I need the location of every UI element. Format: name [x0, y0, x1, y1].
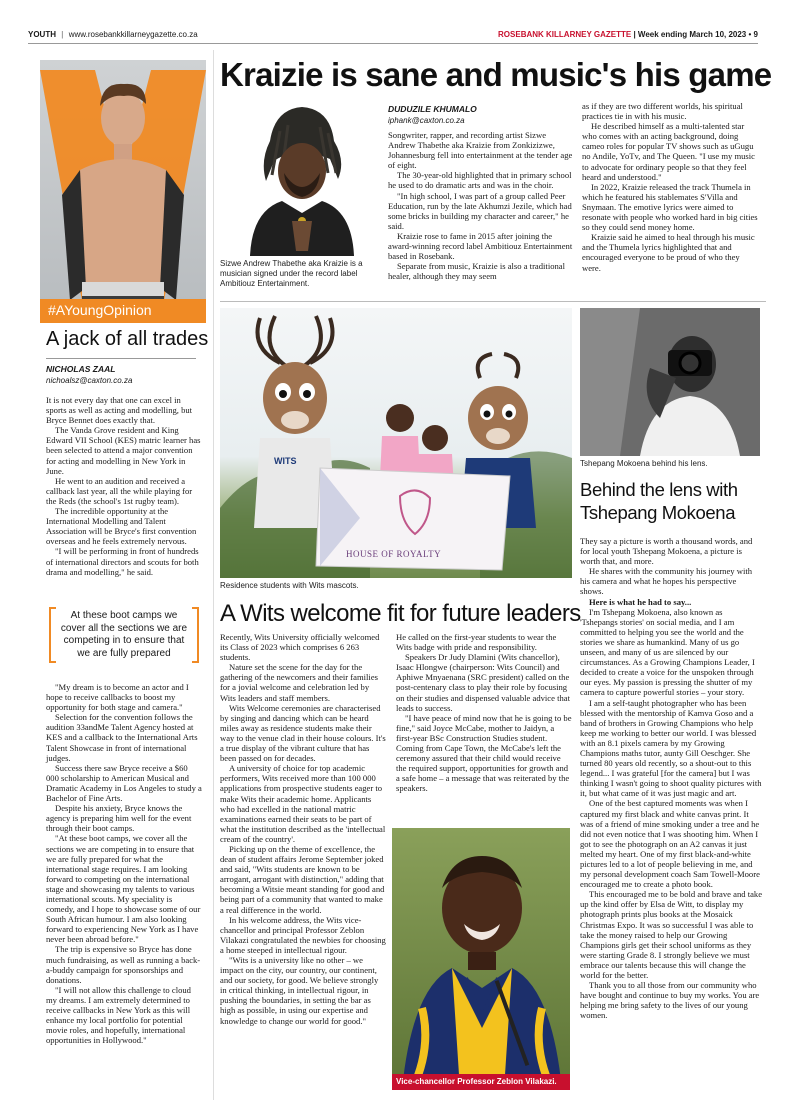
left-paragraph: The Vanda Grove resident and King Edward VII School (KES) matric learner has been selected to attend a major convention for acting and modelling in New York in June. — [46, 425, 201, 476]
lens-paragraph: I'm Tshepang Mokoena, also known as 'Tshepangs stories' on social media, and I am committed to helping you see the world and the stories we share as humankind. Many of us go unseen, and many of us are silenced by our circumstances. As a Growing Champions Leader, I decided to create a voice for the unspoken through our eyes. My passion is pressing the shutter of my camera to capture powerful stories – your story. — [580, 606, 755, 698]
page-header-right — [498, 30, 758, 39]
page-number: 9 — [753, 30, 758, 39]
left-headline: A jack of all trades — [46, 328, 209, 350]
main-paragraph: He described himself as a multi-talented star who comes with an acting background, doing cameo roles for popular TV shows such as uGugu no Andile, YoTv, and The Queen. "I use my music to advocate for ordinary people so that they feel heard and understood." — [582, 121, 755, 182]
main-paragraph: The 30-year-old highlighted that in primary school he used to do dramatic arts and was in the choir. — [388, 170, 572, 191]
left-paragraph: It is not every day that one can excel in sports as well as acting and modelling, but Bryce Bennet does exactly that. — [46, 395, 193, 426]
left-byline-rule — [46, 358, 196, 359]
main-email[interactable]: iphank@caxton.co.za — [388, 116, 465, 125]
header-separator: | — [61, 30, 64, 39]
wits-paragraph: Nature set the scene for the day for the gathering of the newcomers and their families for a jovial welcome and celebration led by Wits leaders and staff members. — [220, 662, 378, 703]
left-paragraph: "My dream is to become an actor and I hope to receive callbacks to boost my opportunity for both stage and camera." — [46, 682, 189, 713]
main-paragraph: Songwriter, rapper, and recording artist Sizwe Andrew Thabethe aka Kraizie from Zonkizizwe, Johannesburg fell into entertainment at the tender age of eight. — [388, 130, 573, 171]
tshepang-caption: Tshepang Mokoena behind his lens. — [580, 459, 708, 468]
main-byline: DUDUZILE KHUMALO — [388, 104, 477, 114]
main-headline: Kraizie is sane and music's his game — [220, 56, 772, 93]
lens-paragraph: They say a picture is worth a thousand words, and for local youth Tshepang Mokoena, a picture is worth that, and more. — [580, 536, 753, 567]
main-paragraph: Kraizie rose to fame in 2015 after joining the award-winning record label Ambitiouz Entertainment based in Rosebank. — [388, 230, 573, 262]
vc-caption: Vice-chancellor Professor Zeblon Vilakazi. — [392, 1074, 570, 1090]
lens-headline: Behind the lens with Tshepang Mokoena — [580, 479, 738, 523]
model-illustration — [40, 60, 206, 323]
left-paragraph: He went to an audition and received a callback last year, all the while playing for the Reds (the school's 1st rugby team). — [46, 475, 193, 506]
left-paragraph: Despite his anxiety, Bryce knows the agency is preparing him well for the event through their boot camps. — [46, 803, 192, 834]
main-paragraph: "In high school, I was part of a group called Peer Education, run by the late Akhumzi Jezile, which had some bricks in building my character and career," he said. — [388, 190, 572, 231]
left-paragraph: "I will not allow this challenge to cloud my dreams. I am extremely determined to receive callbacks in New York as this will enhance my local portfolio for potential movie roles, and hopefully, international opportunities in Hollywood." — [46, 984, 191, 1046]
opinion-tag-band — [40, 299, 206, 323]
main-col-2 — [582, 101, 760, 273]
lens-paragraph: One of the best captured moments was when I captured my first black and white canvas print. It was of a friend of mine smoking under a tree and he did not even notice that I was shooting him. When I got to see the photograph on an A2 canvas it just melted my heart. One of my first black-and-white pictures led to a lot of people believing in me, and my personal development coach Sam Towell-Moore encouraged me to create a photo book. — [580, 798, 760, 890]
wits-caption: Residence students with Wits mascots. — [220, 581, 359, 590]
left-paragraph: Success there saw Bryce receive a $60 000 scholarship to American Musical and Dramatic Academy in Los Angeles to study a Bachelor of Fine Arts. — [46, 762, 202, 804]
main-paragraph: In 2022, Kraizie released the track Thumela in which he featured his stablemates S'Villa and Snymaan. The emotive lyrics were aimed to resonate with people who worked hard in big cities so they could send money home. — [582, 181, 758, 233]
main-col-1 — [388, 130, 574, 281]
tshepang-photo — [580, 308, 760, 456]
wits-paragraph: Picking up on the theme of excellence, the dean of student affairs Jerome September joked and said, "Wits students are known to be arrogant, arrogant with distinction," adding that becoming a Witsie meant standing for good and being part of a community that wanted to make a real difference in the world. — [220, 843, 385, 915]
lens-paragraph: This encouraged me to be bold and brave and take up the kind offer by Elsa de Witt, to display my photograph prints plus books at the Mosaick Christmas Expo. It was so successful I was able to take the money raised to help our Growing Champions girls get their school uniforms as they were starting Grade 8. I strongly believe we must embrace our talents because this will change the world for the better. — [580, 889, 763, 981]
wits-paragraph: "Wits is a university like no other – we impact on the city, our country, our continent, and our society, for good. We believe strongly in critical thinking, in intellectual rigour, in pushing the boundaries, in setting the bar as high as possible, in using our expertise and knowledge to change our world for good." — [220, 955, 379, 1026]
wits-paragraph: Wits Welcome ceremonies are characterised by singing and dancing which can be heard miles away as residence students make their way to the venue clad in their house colours. It's a true display of the vibrant culture that has been passed on for decades. — [220, 702, 386, 764]
wits-shirt-text: WITS — [274, 456, 297, 466]
left-paragraph: "At these boot camps, we cover all the sections we are competing in to ensure that we are fully prepared for what the international stage requires. I am looking forward to competing on the international stage and showcasing my talents to various international scouts. My speciality is comedy, and I hope to showcase some of our South African humour. I am also looking forward to experiencing New York as I have never been abroad before." — [46, 833, 201, 945]
model-photo — [40, 60, 206, 323]
opinion-tag: #AYoungOpinion — [48, 302, 152, 318]
vc-illustration — [392, 828, 570, 1090]
section-label: YOUTH — [28, 30, 56, 39]
lens-paragraph: I am a self-taught photographer who has been blessed with the mentorship of Kamva Goso and a band of brothers in Growing Champions who help keep me working to better our world. I was blessed with an 8.1 pixels camera by my Growing Champions maths tutor, aunty Gill Oeschger. She turned 80 years old recently, so a shout-out to this legend... I was grateful [for the camera] but I was thinking I wasn't going to shoot quality pictures with it, but what came of it was just magic and art. — [580, 697, 762, 799]
page-header-left — [28, 30, 198, 39]
lens-paragraph: Thank you to all those from our community who have bought and continue to buy my works. You are helping me bring safety to the lives of our young women. — [580, 980, 760, 1021]
banner-text: HOUSE OF ROYALTY — [346, 549, 442, 559]
vice-chancellor-photo — [392, 828, 570, 1090]
site-url[interactable]: www.rosebankkillarneygazette.co.za — [68, 30, 198, 39]
wits-paragraph: He called on the first-year students to wear the Wits badge with pride and responsibility. — [396, 632, 557, 653]
paper-name: ROSEBANK KILLARNEY GAZETTE — [498, 30, 632, 39]
main-paragraph: as if they are two different worlds, his spiritual practices tie in with his music. — [582, 101, 743, 122]
left-paragraph: "I will be performing in front of hundreds of international directors and scouts for both drama and modelling," he said. — [46, 546, 199, 577]
wits-col-2 — [396, 632, 572, 794]
header-dot: • — [748, 30, 752, 39]
left-paragraph: Selection for the convention follows the audition 33andMe Talent Agency hosted at KES and a callback to the International Arts Talent Showcase in front of international judges. — [46, 712, 198, 763]
wits-paragraph: A university of choice for top academic performers, Wits received more than 100 000 applications from prospective students eager to make Wits their academic home. Applicants who had excelled in the national matric examinations earned their seats to be part of what the institution described as the 'intellectual cream of the country'. — [220, 763, 386, 844]
header-rule — [28, 43, 758, 44]
wits-paragraph: In his welcome address, the Wits vice-chancellor and principal Professor Zeblon Vilakazi congratulated the newbies for choosing a home steeped in intellectual rigour. — [220, 914, 386, 955]
section-divider — [220, 301, 766, 302]
pull-quote — [48, 606, 200, 664]
left-email[interactable]: nichoalsz@caxton.co.za — [46, 376, 133, 385]
kraizie-caption: Sizwe Andrew Thabethe aka Kraizie is a musician signed under the record label Ambitiouz Entertainment. — [220, 259, 363, 288]
wits-headline: A Wits welcome fit for future leaders — [220, 600, 581, 627]
tshepang-illustration — [580, 308, 760, 456]
pull-quote-text: At these boot camps we cover all the sections we are competing in to ensure that we are fully prepared — [60, 610, 188, 659]
wits-illustration — [220, 308, 572, 578]
kraizie-photo — [220, 101, 382, 256]
wits-paragraph: "I have peace of mind now that he is going to be fine," said Joyce McCabe, mother to Jaidyn, a first-year BSc Construction Studies student. Coming from Cape Town, the McCabe's left the ceremony assured that their child would receive the required support, opportunities for growth and a safe home – a message that was reiterated by the speakers. — [396, 712, 572, 794]
lens-paragraph: He shares with the community his journey with his camera and what he hopes his perspective shows. — [580, 566, 753, 597]
left-paragraph: The incredible opportunity at the International Modelling and Talent Association will be Bryce's first convention overseas and he feels extremely nervous. — [46, 506, 197, 547]
wits-paragraph: Recently, Wits University officially welcomed its Class of 2023 which comprises 6 263 students. — [220, 632, 380, 663]
left-byline: NICHOLAS ZAAL — [46, 364, 116, 374]
main-paragraph: Separate from music, Kraizie is also a traditional healer, although they may seem — [388, 261, 565, 282]
kraizie-illustration — [220, 101, 382, 256]
wits-mascots-photo — [220, 308, 572, 578]
lens-text — [580, 536, 762, 1021]
left-rest-text — [46, 682, 202, 1045]
lens-subhead: Here is what he had to say... — [589, 596, 692, 607]
main-paragraph: Kraizie said he aimed to heal through his music and the Thumela lyrics highlighted that and encouraged everyone to be proud of who they were. — [582, 232, 755, 273]
left-paragraph: The trip is expensive so Bryce has done much fundraising, as well as running a back-a-buddy campaign for sponsorships and donations. — [46, 944, 201, 985]
wits-paragraph: Speakers Dr Judy Dlamini (Wits chancellor), Isaac Hlongwe (chairperson: Wits Council) and Aphiwe Mnyaenana (SRC president) called on the post-centenary class to play their role by focusing on their studies and dispensed valuable advice that leads to success. — [396, 652, 570, 713]
wits-col-1 — [220, 632, 386, 1026]
column-rule-left — [213, 50, 214, 1100]
left-intro-text — [46, 395, 202, 577]
issue-date: | Week ending March 10, 2023 — [633, 30, 747, 39]
